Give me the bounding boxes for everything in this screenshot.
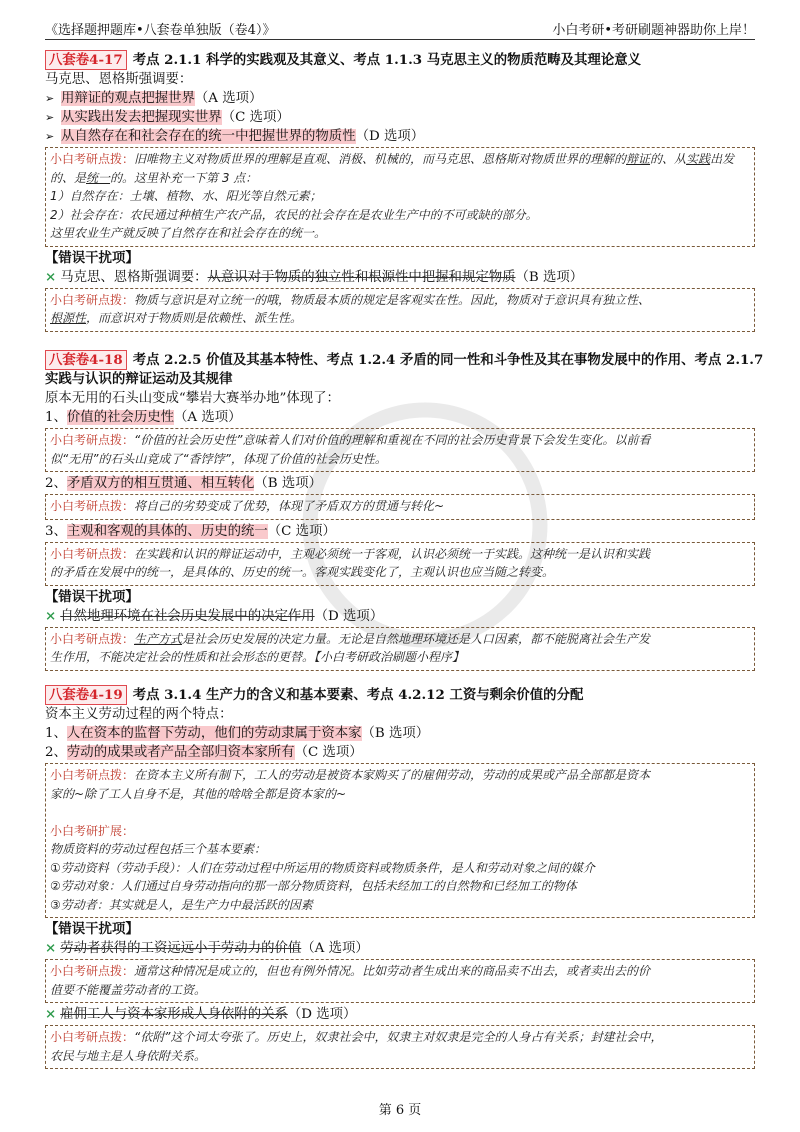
question-title: 考点 2.2.5 价值及其基本特性、考点 1.2.4 矛盾的同一性和斗争性及其在事物发展中的作用、考点 2.1.7: [132, 352, 764, 368]
question-18: [45, 350, 764, 673]
header-right: 小白考研•考研刷题神器助你上岸！: [552, 23, 755, 38]
wrong-mark-icon: ×: [45, 1006, 57, 1022]
distractor-d: × 雇佣工人与资本家形成人身依附的关系（D 选项）: [45, 1006, 357, 1022]
arrow-bullet-icon: ➢: [45, 111, 55, 124]
distractor-heading: 【错误干扰项】: [45, 249, 139, 266]
tip-box: 小白考研点拨：通常这种情况是成立的，但也有例外情况。比如劳动者生成出来的商品卖不出去，或者卖出去的价 值要不能覆盖劳动者的工资。: [45, 959, 755, 1003]
arrow-bullet-icon: ➢: [45, 92, 55, 105]
option-d: ➢ 从自然存在和社会存在的统一中把握世界的物质性（D 选项）: [45, 129, 425, 144]
question-tag: 八套卷4-19: [45, 685, 127, 705]
question-stem: 原本无用的石头山变成“攀岩大赛举办地”体现了：: [45, 391, 340, 406]
question-tag: 八套卷4-18: [45, 350, 127, 370]
page-header: [45, 17, 755, 40]
question-stem: 马克思、恩格斯强调要：: [45, 72, 193, 87]
option-c: 3、主观和客观的具体的、历史的统一（C 选项）: [45, 523, 336, 539]
tip-box: 小白考研点拨：生产方式是社会历史发展的决定力量。无论是自然地理环境还是人口因素，都不能脱离社会生产发 生作用，不能决定社会的性质和社会形态的更替。【小白考研政治刷题小程序】: [45, 627, 755, 671]
distractor-heading: 【错误干扰项】: [45, 588, 139, 605]
page-number: 第 6 页: [378, 1103, 422, 1118]
wrong-mark-icon: ×: [45, 268, 57, 285]
distractor-a: × 劳动者获得的工资远远小于劳动力的价值（A 选项）: [45, 940, 369, 956]
option-a: 1、价值的社会历史性（A 选项）: [45, 410, 242, 425]
question-17: [45, 50, 755, 334]
tip-box: 小白考研点拨：“依附”这个词太夸张了。历史上，奴隶社会中，奴隶主对奴隶是完全的人身占有关系；封建社会中， 农民与地主是人身依附关系。: [45, 1025, 755, 1069]
distractor-d: × 自然地理环境在社会历史发展中的决定作用（D 选项）: [45, 607, 384, 624]
question-title-cont: 实践与认识的辩证运动及其规律: [45, 371, 233, 387]
question-title: 考点 3.1.4 生产力的含义和基本要素、考点 4.2.12 工资与剩余价值的分配: [132, 687, 584, 703]
option-c: ➢ 从实践出发去把握现实世界（C 选项）: [45, 110, 290, 125]
tip-box: 小白考研点拨：物质与意识是对立统一的哦，物质最本质的规定是客观实在性。因此，物质对于意识具有独立性、 根源性，而意识对于物质则是依赖性、派生性。: [45, 288, 755, 332]
tip-box: 小白考研点拨：“价值的社会历史性”意味着人们对价值的理解和重视在不同的社会历史背景下会发生变化。以前看 似“无用”的石头山竟成了“香饽饽”，体现了价值的社会历史性。: [45, 428, 755, 472]
tip-box: 小白考研点拨：在实践和认识的辩证运动中，主观必须统一于客观，认识必须统一于实践。这种统一是认识和实践 的矛盾在发展中的统一，是具体的、历史的统一。客观实践变化了，主观认识也应当随之转变。: [45, 542, 755, 586]
arrow-bullet-icon: ➢: [45, 130, 55, 143]
distractor-heading: 【错误干扰项】: [45, 921, 139, 937]
wrong-mark-icon: ×: [45, 607, 57, 624]
tip-box: 小白考研点拨：将自己的劣势变成了优势，体现了矛盾双方的贯通与转化~: [45, 494, 755, 520]
distractor-b: × 马克思、恩格斯强调要：从意识对于物质的独立性和根源性中把握和规定物质（B 选项）: [45, 268, 584, 285]
question-stem: 资本主义劳动过程的两个特点：: [45, 707, 233, 722]
option-b: 1、人在资本的监督下劳动，他们的劳动隶属于资本家（B 选项）: [45, 726, 430, 741]
header-left: 《选择题押题库•八套卷单独版（卷4）》: [45, 23, 276, 38]
question-tag: 八套卷4-17: [45, 50, 127, 70]
option-a: ➢ 用辩证的观点把握世界（A 选项）: [45, 91, 263, 106]
option-b: 2、矛盾双方的相互贯通、相互转化（B 选项）: [45, 476, 323, 491]
tip-box: 小白考研点拨：在资本主义所有制下，工人的劳动是被资本家购买了的雇佣劳动，劳动的成果或产品全部都是资本 家的~除了工人自身不是，其他的啥啥全都是资本家的~ 小白考研扩展： 物质资料的劳动过程包括三个基本要素： ①劳动资料（劳动手段）：人们在劳动过程中所运用的物质资料或物质条件，是人和劳动对象之间的媒介 ②劳动对象：人们通过自身劳动指向的那一部分物质资料，包括未经加工的自然物和已经加工的物体 ③劳动者：其实就是人，是生产力中最活跃的因素: [45, 763, 755, 918]
wrong-mark-icon: ×: [45, 940, 57, 956]
question-title: 考点 2.1.1 科学的实践观及其意义、考点 1.1.3 马克思主义的物质范畴及其理论意义: [132, 52, 641, 68]
option-c: 2、劳动的成果或者产品全部归资本家所有（C 选项）: [45, 745, 363, 760]
question-19: [45, 685, 755, 1071]
tip-box: 小白考研点拨：旧唯物主义对物质世界的理解是直观、消极、机械的，而马克思、恩格斯对物质世界的理解的辩证的、从实践出发的、是统一的。这里补充一下第 3 点： 1）自然存在：土壤、植物、水、阳光等自然元素； 2）社会存在：农民通过种植生产农产品，农民的社会存在是农业生产中的不可或缺的部分。 这里农业生产就反映了自然存在和社会存在的统一。: [45, 147, 755, 247]
